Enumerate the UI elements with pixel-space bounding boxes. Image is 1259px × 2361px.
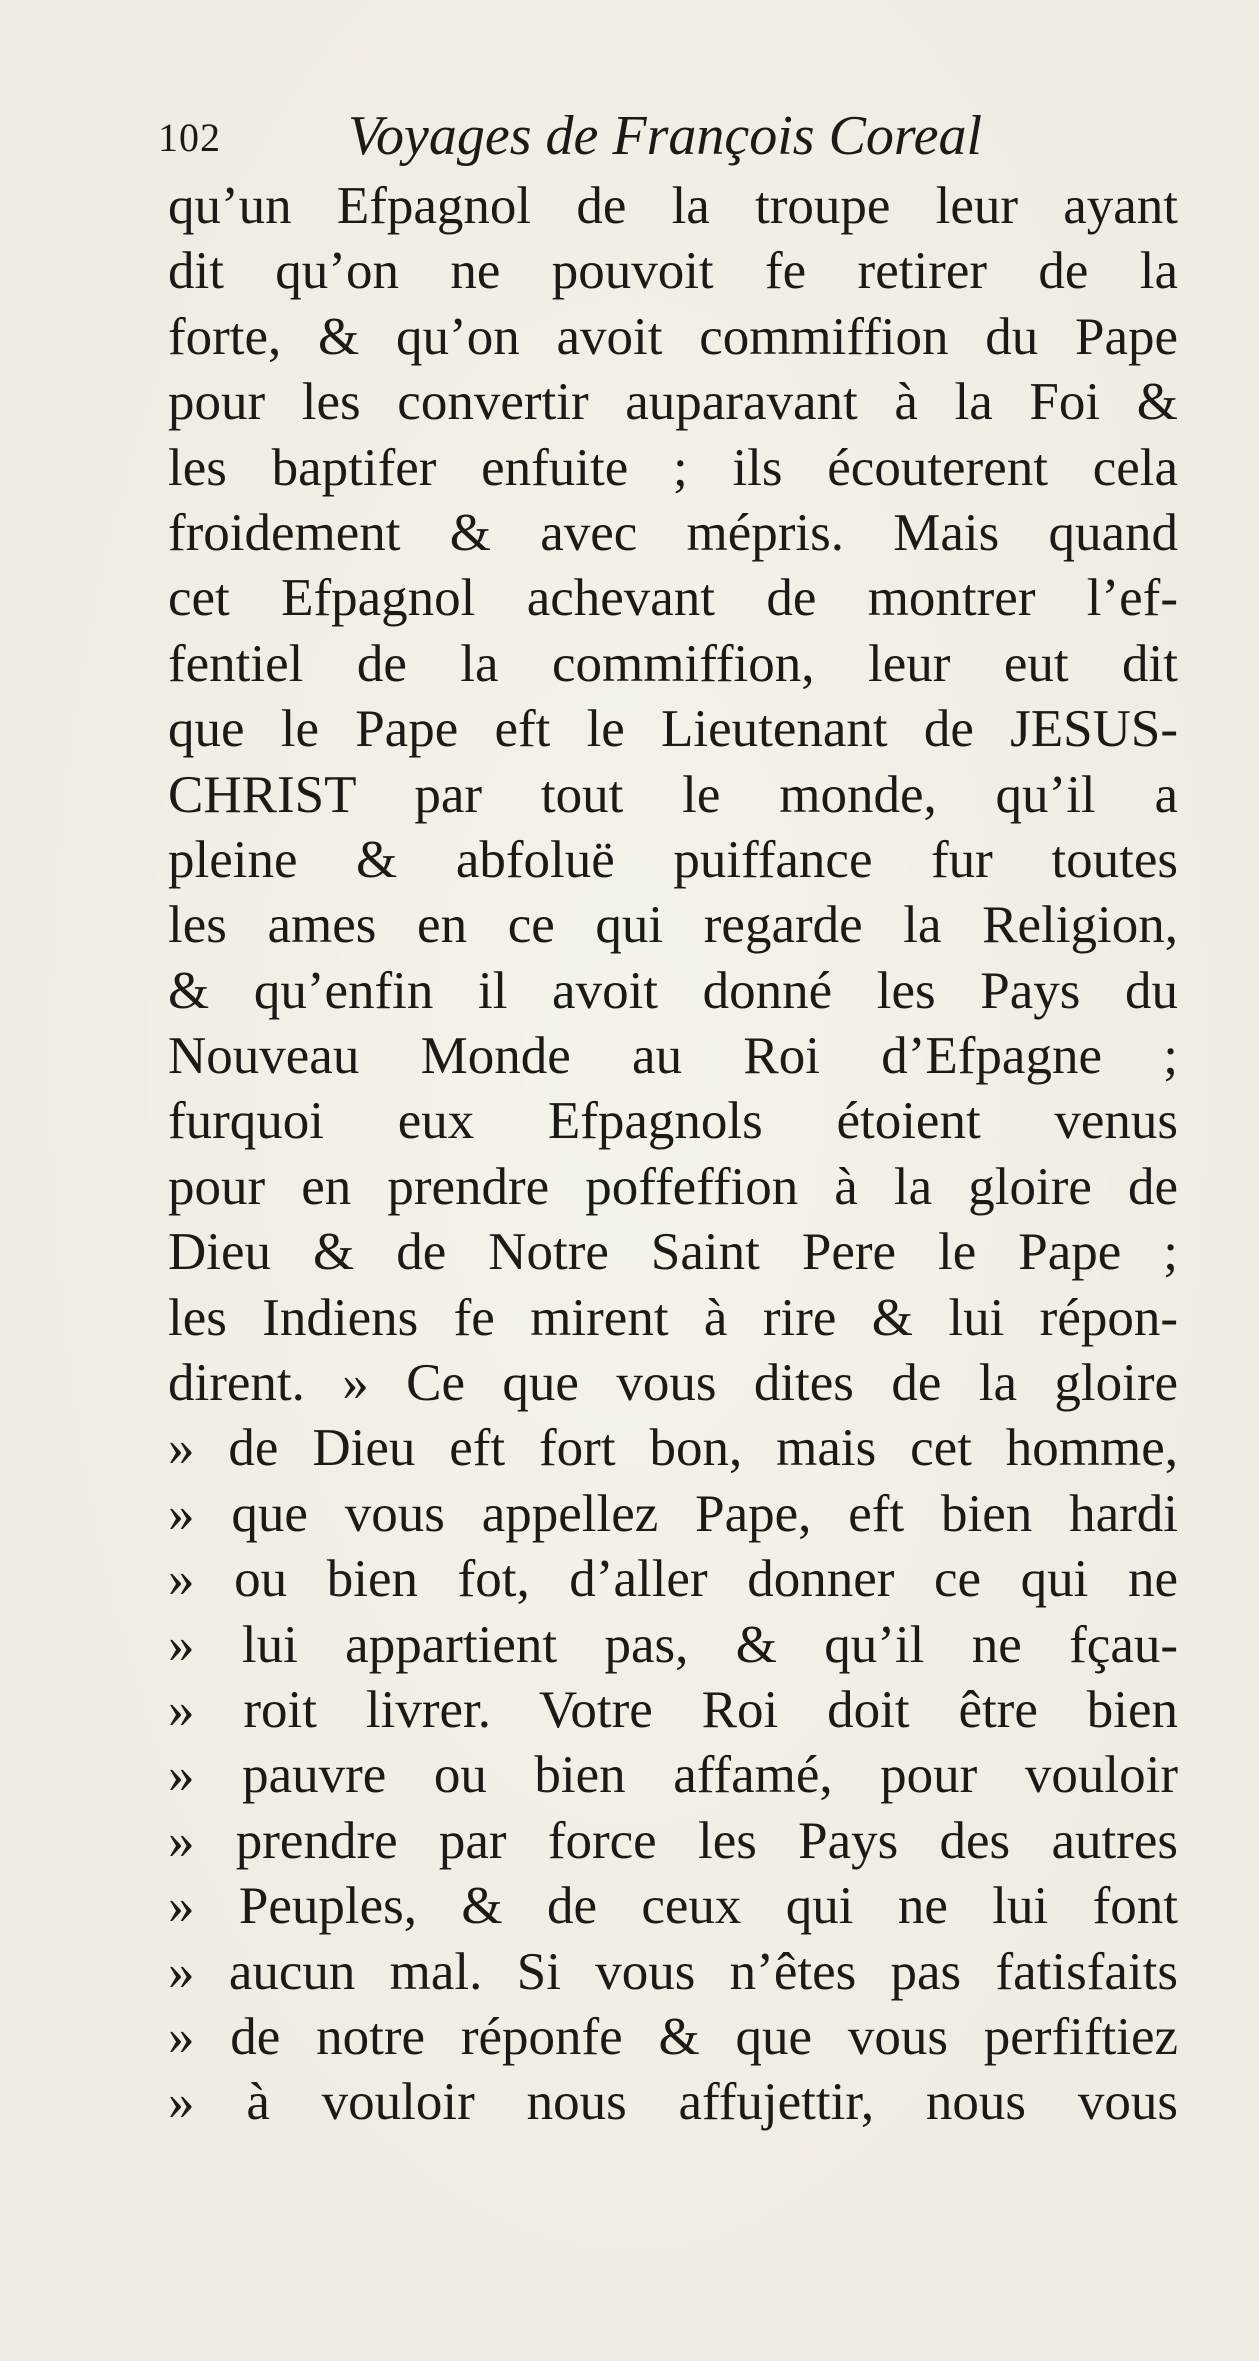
text-line: pour en prendre poffeffion à la gloire de: [168, 1157, 1178, 1216]
quoted-line: » Peuples, & de ceux qui ne lui font: [168, 1877, 1178, 1936]
quoted-line: » roit livrer. Votre Roi doit être bien: [168, 1680, 1178, 1739]
text-line: forte, & qu’on avoit commiffion du Pape: [168, 307, 1178, 366]
quoted-line: » prendre par force les Pays des autres: [168, 1811, 1178, 1870]
text-line: & qu’enfin il avoit donné les Pays du: [168, 961, 1178, 1020]
body-text: [168, 174, 1178, 2136]
quoted-line: » de notre réponfe & que vous perfiftiez: [168, 2007, 1178, 2066]
page-number: 102: [158, 115, 221, 160]
text-line: Dieu & de Notre Saint Pere le Pape ;: [168, 1223, 1178, 1282]
page-header: [158, 100, 1098, 180]
text-line: CHRIST par tout le monde, qu’il a: [168, 765, 1178, 824]
text-line: pleine & abfoluë puiffance fur toutes: [168, 830, 1178, 889]
quoted-line: » aucun mal. Si vous n’êtes pas fatisfaits: [168, 1942, 1178, 2001]
quoted-line: » de Dieu eft fort bon, mais cet homme,: [168, 1419, 1178, 1478]
text-line: les Indiens fe mirent à rire & lui répon-: [168, 1288, 1178, 1347]
text-line: pour les convertir auparavant à la Foi &: [168, 373, 1178, 432]
running-title: Voyages de François Coreal: [348, 105, 983, 167]
text-line: fentiel de la commiffion, leur eut dit: [168, 634, 1178, 693]
quoted-line: » ou bien fot, d’aller donner ce qui ne: [168, 1550, 1178, 1609]
quoted-line: » pauvre ou bien affamé, pour vouloir: [168, 1746, 1178, 1805]
text-line: dirent. » Ce que vous dites de la gloire: [168, 1354, 1178, 1413]
text-line: Nouveau Monde au Roi d’Efpagne ;: [168, 1027, 1178, 1086]
text-line: furquoi eux Efpagnols étoient venus: [168, 1092, 1178, 1151]
text-line: que le Pape eft le Lieutenant de JESUS-: [168, 700, 1178, 759]
quoted-line: » que vous appellez Pape, eft bien hardi: [168, 1484, 1178, 1543]
text-line: les baptifer enfuite ; ils écouterent cela: [168, 438, 1178, 497]
text-line: cet Efpagnol achevant de montrer l’ef-: [168, 569, 1178, 628]
text-line: les ames en ce qui regarde la Religion,: [168, 896, 1178, 955]
quoted-line: » à vouloir nous affujettir, nous vous: [168, 2073, 1178, 2132]
text-line: froidement & avec mépris. Mais quand: [168, 503, 1178, 562]
text-line: dit qu’on ne pouvoit fe retirer de la: [168, 242, 1178, 301]
quoted-line: » lui appartient pas, & qu’il ne fçau-: [168, 1615, 1178, 1674]
text-line: qu’un Efpagnol de la troupe leur ayant: [168, 177, 1178, 235]
